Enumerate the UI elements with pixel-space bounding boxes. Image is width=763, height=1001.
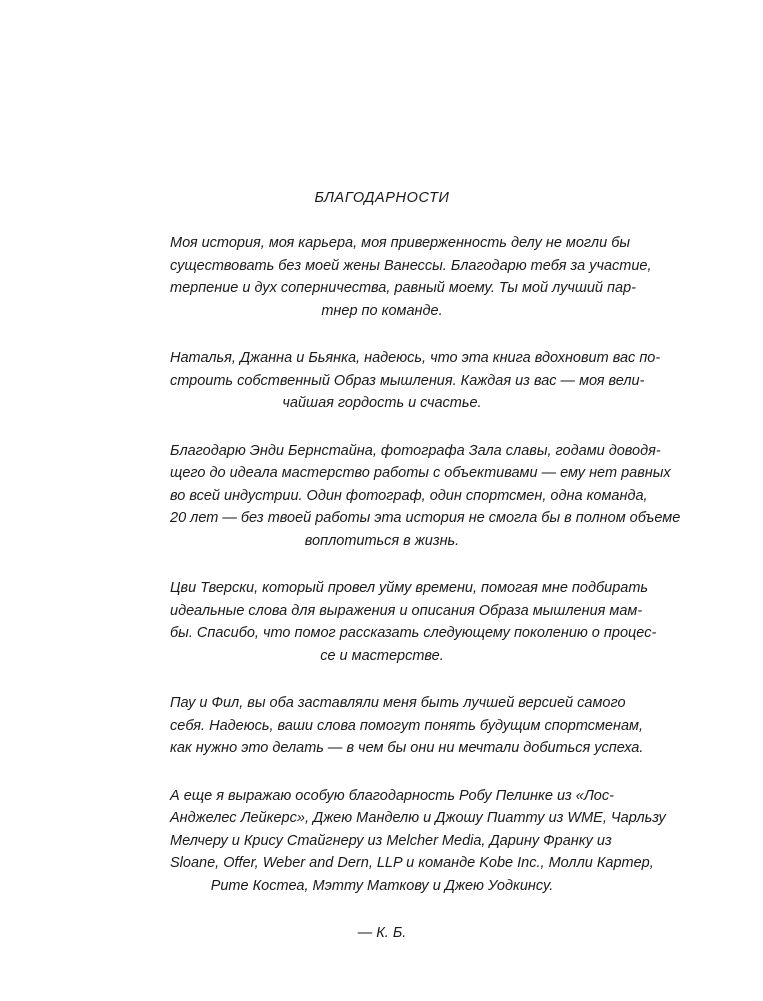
- text-line: Благодарю Энди Бернстайна, фотографа Зала славы, годами доводя-: [170, 442, 661, 459]
- text-line: 20 лет — без твоей работы эта история не смогла бы в полном объеме: [170, 510, 681, 526]
- paragraph-pau-phil: [170, 692, 644, 760]
- text-line: Пау и Фил, вы оба заставляли меня быть лучшей версией самого: [170, 695, 626, 711]
- text-line: тнер по команде.: [321, 302, 443, 319]
- text-line: существовать без моей жены Ванессы. Благодарю тебя за участие,: [170, 257, 652, 274]
- text-line: Наталья, Джанна и Бьянка, надеюсь, что эта книга вдохновит вас по-: [170, 350, 661, 366]
- text-line: Рите Костеа, Мэтту Маткову и Джею Уодкинсу.: [210, 877, 554, 894]
- text-line: идеальные слова для выражения и описания Образа мышления мам-: [170, 602, 643, 619]
- text-line: во всей индустрии. Один фотограф, один спортсмен, одна команда,: [170, 487, 648, 504]
- paragraph-photographer: [170, 440, 681, 553]
- text-line: как нужно это делать — в чем бы они ни мечтали добиться успеха.: [170, 740, 644, 756]
- text-line: Sloane, Offer, Weber and Dern, LLP и команде Kobe Inc., Молли Картер,: [170, 855, 654, 871]
- author-signature: — К. Б.: [357, 925, 407, 941]
- text-line: се и мастерстве.: [320, 647, 444, 664]
- page-title: БЛАГОДАРНОСТИ: [314, 190, 450, 206]
- paragraph-wife: [170, 232, 652, 322]
- text-line: чайшая гордость и счастье.: [282, 395, 482, 411]
- text-line: Анджелес Лейкерс», Джею Манделю и Джошу Пиатту из WME, Чарльзу: [170, 810, 666, 826]
- paragraph-daughters: [170, 347, 661, 415]
- paragraph-writer: [170, 577, 657, 667]
- text-line: Моя история, моя карьера, моя приверженность делу не могли бы: [170, 235, 631, 251]
- text-line: воплотиться в жизнь.: [304, 532, 460, 549]
- text-line: Цви Тверски, который провел уйму времени, помогая мне подбирать: [170, 580, 649, 596]
- text-line: бы. Спасибо, что помог рассказать следующему поколению о процес-: [170, 625, 657, 641]
- text-line: щего до идеала мастерство работы с объективами — ему нет равных: [170, 465, 671, 481]
- paragraph-special-thanks: [170, 785, 666, 898]
- text-line: терпение и дух соперничества, равный моему. Ты мой лучший пар-: [170, 280, 636, 296]
- text-line: строить собственный Образ мышления. Каждая из вас — моя вели-: [170, 372, 645, 389]
- acknowledgements-section: [170, 188, 681, 944]
- text-line: А еще я выражаю особую благодарность Робу Пелинке из «Лос-: [170, 787, 614, 804]
- text-line: себя. Надеюсь, ваши слова помогут понять будущим спортсменам,: [170, 717, 643, 734]
- text-line: Мелчеру и Крису Стайгнеру из Melcher Media, Дарину Франку из: [170, 832, 612, 849]
